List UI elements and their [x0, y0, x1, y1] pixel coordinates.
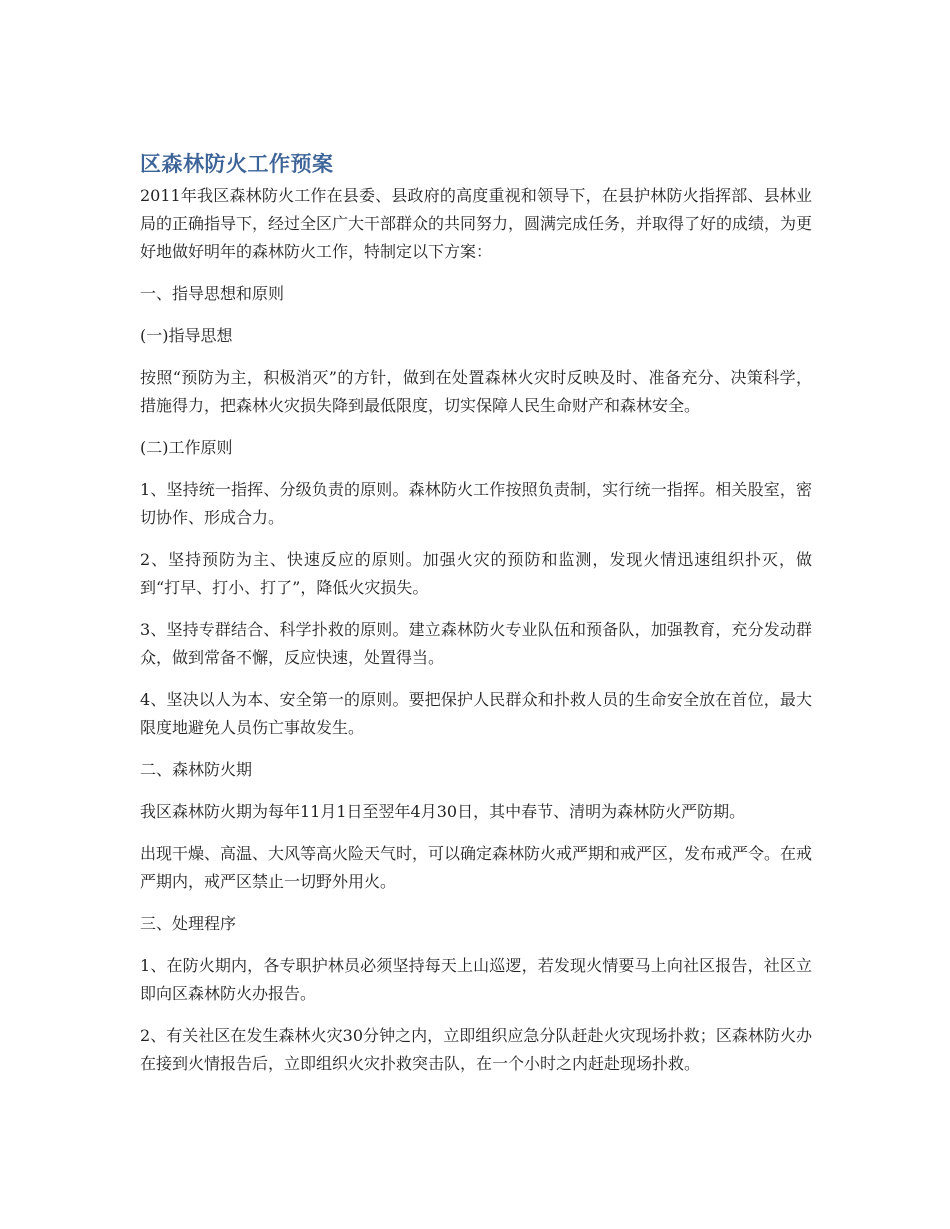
subsection-heading-work-principles: (二)工作原则: [140, 438, 233, 457]
intro-paragraph: 2011年我区森林防火工作在县委、县政府的高度重视和领导下，在县护林防火指挥部、县林业局的正确指导下，经过全区广大干部群众的共同努力，圆满完成任务，并取得了好的成绩，为更好地做好明年的森林防火工作，特制定以下方案：: [140, 186, 813, 261]
principle-item-4: 4、坚决以人为本、安全第一的原则。要把保护人民群众和扑救人员的生命安全放在首位，最大限度地避免人员伤亡事故发生。: [140, 690, 812, 737]
guiding-thought-paragraph: 按照“预防为主，积极消灭”的方针，做到在处置森林火灾时反映及时、准备充分、决策科学，措施得力，把森林火灾损失降到最低限度，切实保障人民生命财产和森林安全。: [140, 368, 812, 415]
high-risk-weather-paragraph: 出现干燥、高温、大风等高火险天气时，可以确定森林防火戒严期和戒严区，发布戒严令。在戒严期内，戒严区禁止一切野外用火。: [140, 844, 813, 891]
section-heading-procedure: 三、处理程序: [140, 914, 237, 933]
principle-item-3: 3、坚持专群结合、科学扑救的原则。建立森林防火专业队伍和预备队，加强教育，充分发动群众，做到常备不懈，反应快速，处置得当。: [140, 620, 812, 667]
fire-season-paragraph: 我区森林防火期为每年11月1日至翌年4月30日，其中春节、清明为森林防火严防期。: [140, 802, 746, 821]
document-title: 区森林防火工作预案: [140, 152, 334, 176]
section-heading-guiding-principles: 一、指导思想和原则: [140, 284, 285, 303]
principle-item-2: 2、坚持预防为主、快速反应的原则。加强火灾的预防和监测，发现火情迅速组织扑灭，做到“打早、打小、打了”，降低火灾损失。: [140, 550, 812, 597]
document-page: [140, 148, 812, 1092]
subsection-heading-guiding-thought: (一)指导思想: [140, 326, 233, 345]
procedure-item-1: 1、在防火期内，各专职护林员必须坚持每天上山巡逻，若发现火情要马上向社区报告，社区立即向区森林防火办报告。: [140, 956, 812, 1003]
section-heading-fire-season: 二、森林防火期: [140, 760, 253, 779]
procedure-item-2: 2、有关社区在发生森林火灾30分钟之内，立即组织应急分队赶赴火灾现场扑救；区森林防火办在接到火情报告后，立即组织火灾扑救突击队，在一个小时之内赶赴现场扑救。: [140, 1026, 812, 1073]
principle-item-1: 1、坚持统一指挥、分级负责的原则。森林防火工作按照负责制，实行统一指挥。相关股室，密切协作、形成合力。: [140, 480, 812, 527]
